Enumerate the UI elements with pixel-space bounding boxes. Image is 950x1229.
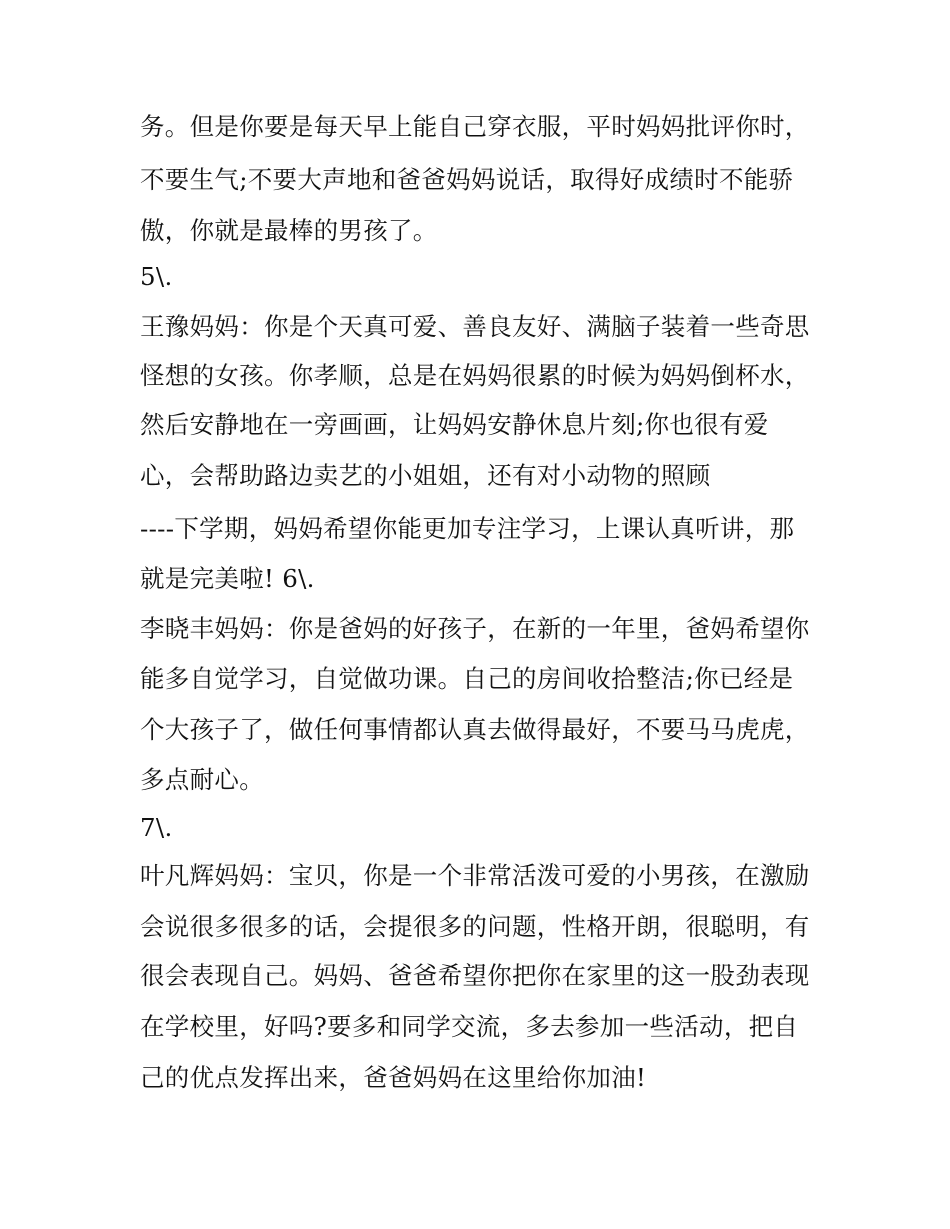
text-line: 能多自觉学习，自觉做功课。自己的房间收拾整洁;你已经是 bbox=[140, 664, 794, 693]
text-line: 心，会帮助路边卖艺的小姐姐，还有对小动物的照顾 bbox=[140, 461, 711, 490]
text-line: 叶凡辉妈妈：宝贝，你是一个非常活泼可爱的小男孩，在激励 bbox=[140, 861, 810, 890]
text-line: 多点耐心。 bbox=[140, 765, 264, 794]
text-line: 李晓丰妈妈：你是爸妈的好孩子，在新的一年里，爸妈希望你 bbox=[140, 614, 810, 643]
text-line: 傲，你就是最棒的男孩了。 bbox=[140, 216, 438, 245]
text-line: ----下学期，妈妈希望你能更加专注学习，上课认真听讲，那 bbox=[140, 514, 795, 543]
text-line: 己的优点发挥出来，爸爸妈妈在这里给你加油! bbox=[140, 1063, 647, 1092]
text-line: 不要生气;不要大声地和爸爸妈妈说话，取得好成绩时不能骄 bbox=[140, 165, 794, 194]
text-line: 然后安静地在一旁画画，让妈妈安静休息片刻;你也很有爱 bbox=[140, 410, 769, 439]
text-line: 怪想的女孩。你孝顺，总是在妈妈很累的时候为妈妈倒杯水， bbox=[140, 361, 810, 390]
list-number: 5\. bbox=[140, 262, 173, 291]
list-number: 7\. bbox=[140, 813, 173, 842]
text-line: 务。但是你要是每天早上能自己穿衣服，平时妈妈批评你时， bbox=[140, 112, 810, 141]
text-line: 很会表现自己。妈妈、爸爸希望你把你在家里的这一股劲表现 bbox=[140, 961, 810, 990]
text-line: 会说很多很多的话，会提很多的问题，性格开朗，很聪明，有 bbox=[140, 912, 810, 941]
text-line: 就是完美啦! 6\. bbox=[140, 564, 315, 593]
text-line: 在学校里，好吗?要多和同学交流，多去参加一些活动，把自 bbox=[140, 1012, 799, 1041]
text-line: 王豫妈妈：你是个天真可爱、善良友好、满脑子装着一些奇思 bbox=[140, 312, 810, 341]
text-line: 个大孩子了，做任何事情都认真去做得最好，不要马马虎虎， bbox=[140, 715, 810, 744]
